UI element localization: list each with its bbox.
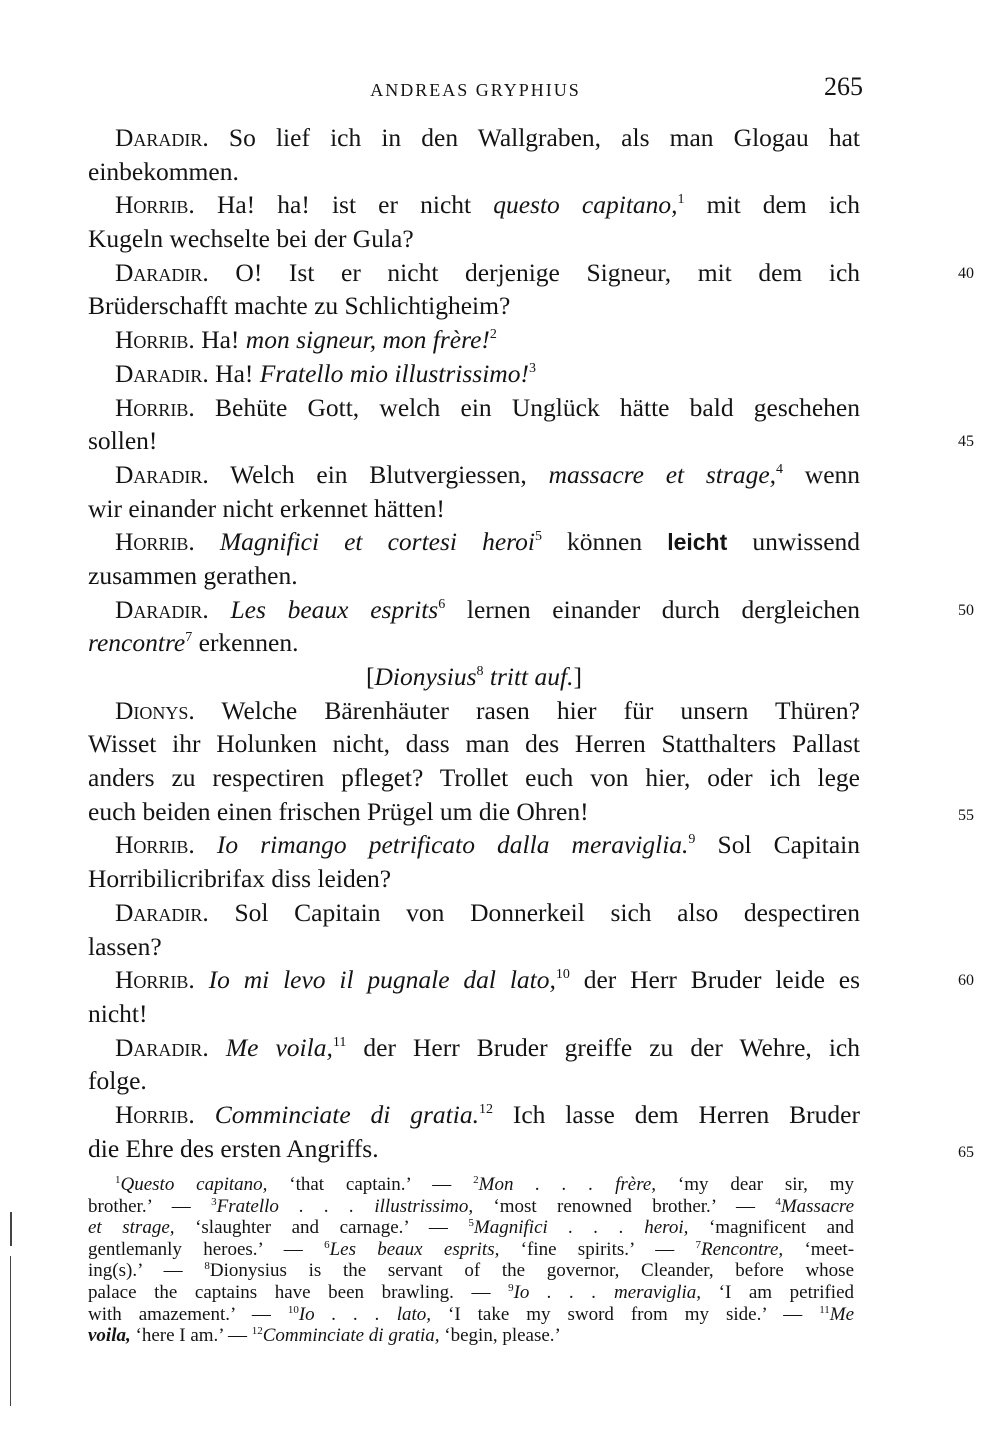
line-text: die Ehre des ersten Angriffs. [88,1133,379,1163]
bracket: [ [366,662,375,691]
footnote-ref[interactable]: 11 [332,1034,347,1050]
footnote-ref[interactable]: 5 [534,529,542,545]
text-line [88,121,860,155]
text-line [88,458,860,492]
italic-phrase: questo capitano, [493,190,678,220]
footnote-term: Me [829,1303,855,1325]
italic-phrase: Dionysius [374,662,477,691]
italic-phrase: Me voila, [225,1032,333,1062]
text-line [88,391,860,425]
italic-phrase: tritt auf. [489,662,574,691]
italic-phrase: Les beaux esprits [230,594,439,624]
footnote-text: ‘I am petrified [718,1281,855,1303]
stage-direction [88,660,860,694]
text-line [88,828,860,862]
text-line [88,1031,860,1065]
line-text: Sol Capitain [717,830,861,860]
line-text: Wisset ihr Holunken nicht, dass man des Herren Statthalters Pallast [88,729,860,759]
footnote-text: with amazement.’ — [88,1303,271,1325]
text-line [88,593,974,627]
footnote-number: 8 [204,1260,210,1273]
line-text: lernen einander durch dergleichen [466,594,861,624]
footnote-ref[interactable]: 1 [677,192,685,208]
footnote-line [88,1304,854,1326]
footnote-line [88,1196,854,1218]
speaker-name: Daradir. [115,1032,209,1062]
line-text: So lief ich in den Wallgraben, als man Glogau hat [228,123,860,152]
line-text: Kugeln wechselte bei der Gula? [88,224,414,254]
footnote-text: ‘meet- [804,1238,855,1260]
footnote-number: 9 [508,1281,514,1294]
speaker-name: Daradir. [115,594,209,624]
text-line [88,256,974,290]
footnote-number: 7 [695,1238,702,1251]
speaker-name: Horrib. [115,190,195,220]
text-line [88,188,860,222]
footnote-text: Dionysius is the servant of the governor, Cleander, before whose [209,1260,855,1282]
footnote-number: 12 [251,1325,263,1338]
italic-phrase: Magnifici et cortesi heroi [219,527,535,557]
footnote-ref[interactable]: 7 [185,630,193,646]
text-line [88,626,860,660]
speaker-name: Horrib. [115,830,195,860]
footnote-ref[interactable]: 9 [688,832,696,848]
footnote-text: ‘begin, please.’ [444,1325,561,1347]
text-line [88,492,860,526]
footnote-number: 3 [211,1195,217,1208]
page-header [88,72,863,106]
text-line [88,930,860,964]
footnote-text: ‘here I am.’ — [135,1325,247,1347]
speaker-name: Dionys. [115,695,195,725]
text-line [88,997,860,1031]
footnotes [88,1174,854,1347]
line-text: der Herr Bruder greiffe zu der Wehre, ich [363,1032,860,1062]
footnote-term: Io . . . lato, [298,1303,432,1325]
line-number: 50 [958,601,974,619]
footnote-term: Io . . . meraviglia, [513,1281,702,1303]
speaker-name: Horrib. [115,965,195,995]
footnote-ref[interactable]: 2 [489,327,497,343]
footnote-number: 5 [468,1217,474,1230]
text-line [88,694,860,728]
footnote-ref[interactable]: 4 [776,461,784,477]
footnote-ref[interactable]: 10 [555,967,570,983]
footnote-number: 4 [775,1195,781,1208]
line-text: anders zu respectiren pfleget? Trollet euch von hier, oder ich lege [88,763,860,793]
footnote-number: 2 [473,1174,479,1186]
line-text: folge. [88,1066,147,1096]
footnote-text: ‘most renowned brother.’ — [493,1195,756,1217]
line-text: Welch ein Blutvergiessen, [230,459,527,489]
footnote-line [88,1239,854,1261]
text-line [88,862,860,896]
speaker-name: Daradir. [115,358,209,388]
footnote-number: 6 [324,1238,330,1251]
speaker-name: Horrib. [115,392,195,422]
line-number: 40 [958,264,974,282]
text-line [88,1098,860,1132]
footnote-text: brother.’ — [88,1195,191,1217]
line-text: können [567,527,643,557]
line-text: nicht! [88,998,148,1028]
footnote-text: ‘magnificent and [708,1217,855,1239]
footnote-ref[interactable]: 3 [528,360,536,376]
line-text: lassen? [88,931,162,961]
footnote-text: ing(s).’ — [88,1260,183,1282]
text-line [88,155,860,189]
text-line [88,289,860,323]
footnote-term: Les beaux esprits, [329,1238,500,1260]
line-number: 65 [958,1143,974,1161]
text-line [88,963,974,997]
footnote-term: Comminciate di gratia, [262,1325,440,1347]
italic-phrase: Fratello mio illustrissimo! [259,358,529,388]
line-text: wenn [804,459,861,489]
play-text [88,121,974,1165]
footnote-line [88,1174,854,1196]
footnote-text: gentlemanly heroes.’ — [88,1238,303,1260]
footnote-text: ‘fine spirits.’ — [520,1238,675,1260]
text-line [88,424,974,458]
footnote-number: 10 [287,1303,299,1316]
line-number: 55 [958,806,974,824]
line-text: der Herr Bruder leide es [583,965,860,995]
italic-phrase: Comminciate di gratia. [214,1099,479,1129]
line-text: Sol Capitain von Donnerkeil sich also despectiren [234,897,861,927]
scan-margin-mark [10,1256,11,1406]
line-text: unwissend [752,527,861,557]
text-line [88,222,860,256]
footnote-text: ‘my dear sir, my [677,1174,854,1195]
speaker-name: Horrib. [115,325,195,355]
italic-phrase: mon signeur, mon frère! [245,325,490,355]
line-text: Ich lasse dem Herren Bruder [512,1099,860,1129]
text-line [88,727,860,761]
speaker-name: Daradir. [115,459,209,489]
footnote-term: Massacre [780,1195,854,1217]
text-line [88,525,860,559]
footnote-number: 11 [819,1303,830,1316]
text-line [88,559,860,593]
footnote-term: Rencontre, [701,1238,784,1260]
italic-phrase: Io mi levo il pugnale dal lato, [208,965,556,995]
speaker-name: Horrib. [115,527,195,557]
italic-phrase: rencontre [88,628,186,658]
footnote-term: et strage, [88,1217,175,1239]
speaker-name: Daradir. [115,897,209,927]
footnote-number: 1 [115,1174,121,1186]
line-text: erkennen. [198,628,299,658]
text-line [88,761,860,795]
line-text: O! Ist er nicht derjenige Signeur, mit dem ich [235,257,861,287]
italic-phrase: massacre et strage, [548,459,777,489]
bracket: ] [573,662,582,691]
line-text: Ha! [201,325,240,355]
page-number: 265 [824,72,863,101]
text-line [88,323,860,357]
line-text: Brüderschafft machte zu Schlichtigheim? [88,291,511,321]
footnote-term: Mon . . . frère, [478,1174,657,1195]
line-text: Ha! [215,358,254,388]
footnote-line [88,1282,854,1304]
footnote-term: Fratello . . . illustrissimo, [216,1195,474,1217]
footnote-text: palace the captains have been brawling. — [88,1281,491,1303]
footnote-term: Questo capitano, [120,1174,268,1195]
footnote-ref[interactable]: 12 [478,1101,493,1117]
line-text: zusammen gerathen. [88,560,298,590]
line-text: Welche Bärenhäuter rasen hier für unsern Thüren? [221,695,860,725]
speaker-name: Horrib. [115,1099,195,1129]
text-line [88,896,860,930]
footnote-line [88,1260,854,1282]
italic-phrase: Io rimango petrificato dalla meraviglia. [216,830,689,860]
line-text: euch beiden einen frischen Prügel um die Ohren! [88,796,589,826]
line-number: 45 [958,433,974,451]
line-text: einbekommen. [88,156,239,186]
running-title: ANDREAS GRYPHIUS [370,80,581,100]
text-line [88,795,974,829]
line-text: Horribilicribrifax diss leiden? [88,864,392,894]
footnote-text: ‘slaughter and carnage.’ — [195,1217,448,1239]
footnote-text: ‘I take my sword from my side.’ — [448,1303,803,1325]
footnote-ref[interactable]: 6 [438,596,446,612]
text-line [88,357,860,391]
line-text: wir einander nicht erkennet hätten! [88,493,445,523]
footnote-term: Magnifici . . . heroi, [473,1217,689,1239]
footnote-ref[interactable]: 8 [476,664,484,679]
speaker-name: Daradir. [115,123,209,152]
line-text: Ha! ha! ist er nicht [216,190,472,220]
line-text: Behüte Gott, welch ein Unglück hätte bald geschehen [215,392,860,422]
scan-margin-mark [10,1212,12,1246]
text-line [88,1064,860,1098]
line-text: sollen! [88,426,158,456]
footnote-line [88,1325,854,1347]
bold-word: leicht [667,529,728,556]
line-number: 60 [958,972,974,990]
text-line [88,1132,974,1166]
line-text: mit dem ich [706,190,860,220]
footnote-term: voila, [88,1325,131,1347]
speaker-name: Daradir. [115,257,209,287]
footnote-line [88,1217,854,1239]
footnote-text: ‘that captain.’ — [289,1174,452,1195]
